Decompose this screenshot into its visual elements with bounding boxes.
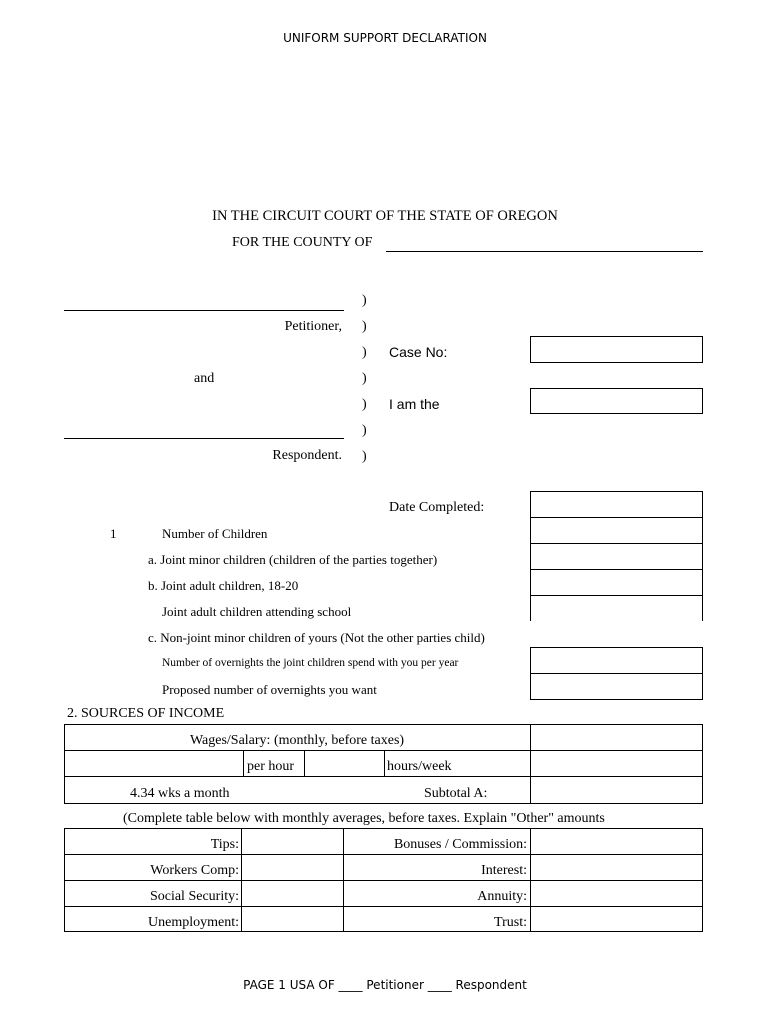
- bonuses-label: Bonuses / Commission:: [393, 837, 527, 852]
- respondent-name-field[interactable]: [64, 438, 344, 439]
- and-label: and: [194, 371, 215, 386]
- page-footer: PAGE 1 USA OF ____ Petitioner ____ Respondent: [243, 978, 527, 992]
- wages-table-divider: [384, 750, 385, 776]
- trust-label: Trust:: [494, 915, 527, 930]
- annuity-field[interactable]: [533, 882, 701, 904]
- caption-paren: ): [362, 345, 367, 360]
- section-2-title: 2. SOURCES OF INCOME: [67, 706, 225, 721]
- non-joint-children-field[interactable]: [530, 621, 703, 648]
- caption-paren: ): [362, 371, 367, 386]
- adult-children-school-field[interactable]: [530, 595, 703, 622]
- i-am-the-label: I am the: [389, 396, 440, 412]
- wages-table-divider: [304, 750, 305, 776]
- per-hour-label: per hour: [247, 759, 295, 774]
- subtotal-a-field[interactable]: [533, 778, 701, 802]
- joint-adult-children-label: b. Joint adult children, 18-20: [148, 578, 299, 593]
- county-label: FOR THE COUNTY OF: [232, 235, 373, 250]
- date-completed-label: Date Completed:: [389, 500, 485, 515]
- unemployment-label: Unemployment:: [148, 915, 239, 930]
- petitioner-name-field[interactable]: [64, 310, 344, 311]
- caption-paren: ): [362, 293, 367, 308]
- interest-field[interactable]: [533, 856, 701, 878]
- caption-paren: ): [362, 319, 367, 334]
- interest-label: Interest:: [481, 863, 527, 878]
- overnights-per-year-label: Number of overnights the joint children spend with you per year: [162, 657, 459, 669]
- joint-minor-children-label: a. Joint minor children (children of the parties together): [148, 552, 438, 567]
- wages-table-divider: [243, 750, 244, 776]
- petitioner-label: Petitioner,: [284, 319, 342, 334]
- tips-field[interactable]: [244, 830, 341, 852]
- case-no-field[interactable]: [530, 336, 703, 363]
- number-of-children-field[interactable]: [530, 517, 703, 544]
- income-instruction: (Complete table below with monthly averages, before taxes. Explain "Other" amounts: [123, 811, 605, 826]
- hourly-rate-field[interactable]: [66, 752, 241, 774]
- hours-week-label: hours/week: [387, 759, 452, 774]
- wages-table-divider: [530, 724, 531, 804]
- joint-adult-children-field[interactable]: [530, 569, 703, 596]
- caption-paren: ): [362, 449, 367, 464]
- adult-children-school-label: Joint adult children attending school: [162, 604, 352, 619]
- wages-table-rule: [64, 776, 703, 777]
- caption-paren: ): [362, 423, 367, 438]
- proposed-overnights-label: Proposed number of overnights you want: [162, 682, 377, 697]
- party-role-field[interactable]: [530, 388, 703, 414]
- non-joint-children-label: c. Non-joint minor children of yours (Not the other parties child): [148, 630, 485, 645]
- hours-per-week-field[interactable]: [307, 752, 382, 774]
- trust-field[interactable]: [533, 908, 701, 930]
- annuity-label: Annuity:: [477, 889, 527, 904]
- income-table-divider: [241, 828, 242, 932]
- bonuses-field[interactable]: [533, 830, 701, 852]
- income-table-rule: [64, 854, 703, 855]
- income-table-rule: [64, 880, 703, 881]
- caption-paren: ): [362, 397, 367, 412]
- social-security-field[interactable]: [244, 882, 341, 904]
- section-1-number: 1: [110, 526, 117, 541]
- workers-comp-field[interactable]: [244, 856, 341, 878]
- unemployment-field[interactable]: [244, 908, 341, 930]
- wks-month-label: 4.34 wks a month: [130, 786, 230, 801]
- joint-minor-children-field[interactable]: [530, 543, 703, 570]
- county-field[interactable]: [386, 251, 703, 252]
- overnights-per-year-field[interactable]: [530, 647, 703, 674]
- social-security-label: Social Security:: [149, 889, 239, 904]
- case-no-label: Case No:: [389, 344, 448, 360]
- tips-label: Tips:: [210, 837, 239, 852]
- date-completed-field[interactable]: [530, 491, 703, 518]
- subtotal-a-label: Subtotal A:: [424, 786, 488, 801]
- respondent-label: Respondent.: [272, 448, 342, 463]
- section-1-title: Number of Children: [162, 526, 268, 541]
- proposed-overnights-field[interactable]: [530, 673, 703, 700]
- court-name: IN THE CIRCUIT COURT OF THE STATE OF OREGON: [212, 208, 558, 224]
- income-table-rule: [64, 906, 703, 907]
- income-table-divider: [530, 828, 531, 932]
- workers-comp-label: Workers Comp:: [150, 863, 239, 878]
- wages-salary-label: Wages/Salary: (monthly, before taxes): [189, 733, 405, 748]
- form-header-title: UNIFORM SUPPORT DECLARATION: [283, 31, 487, 45]
- wages-amount-field[interactable]: [533, 752, 701, 774]
